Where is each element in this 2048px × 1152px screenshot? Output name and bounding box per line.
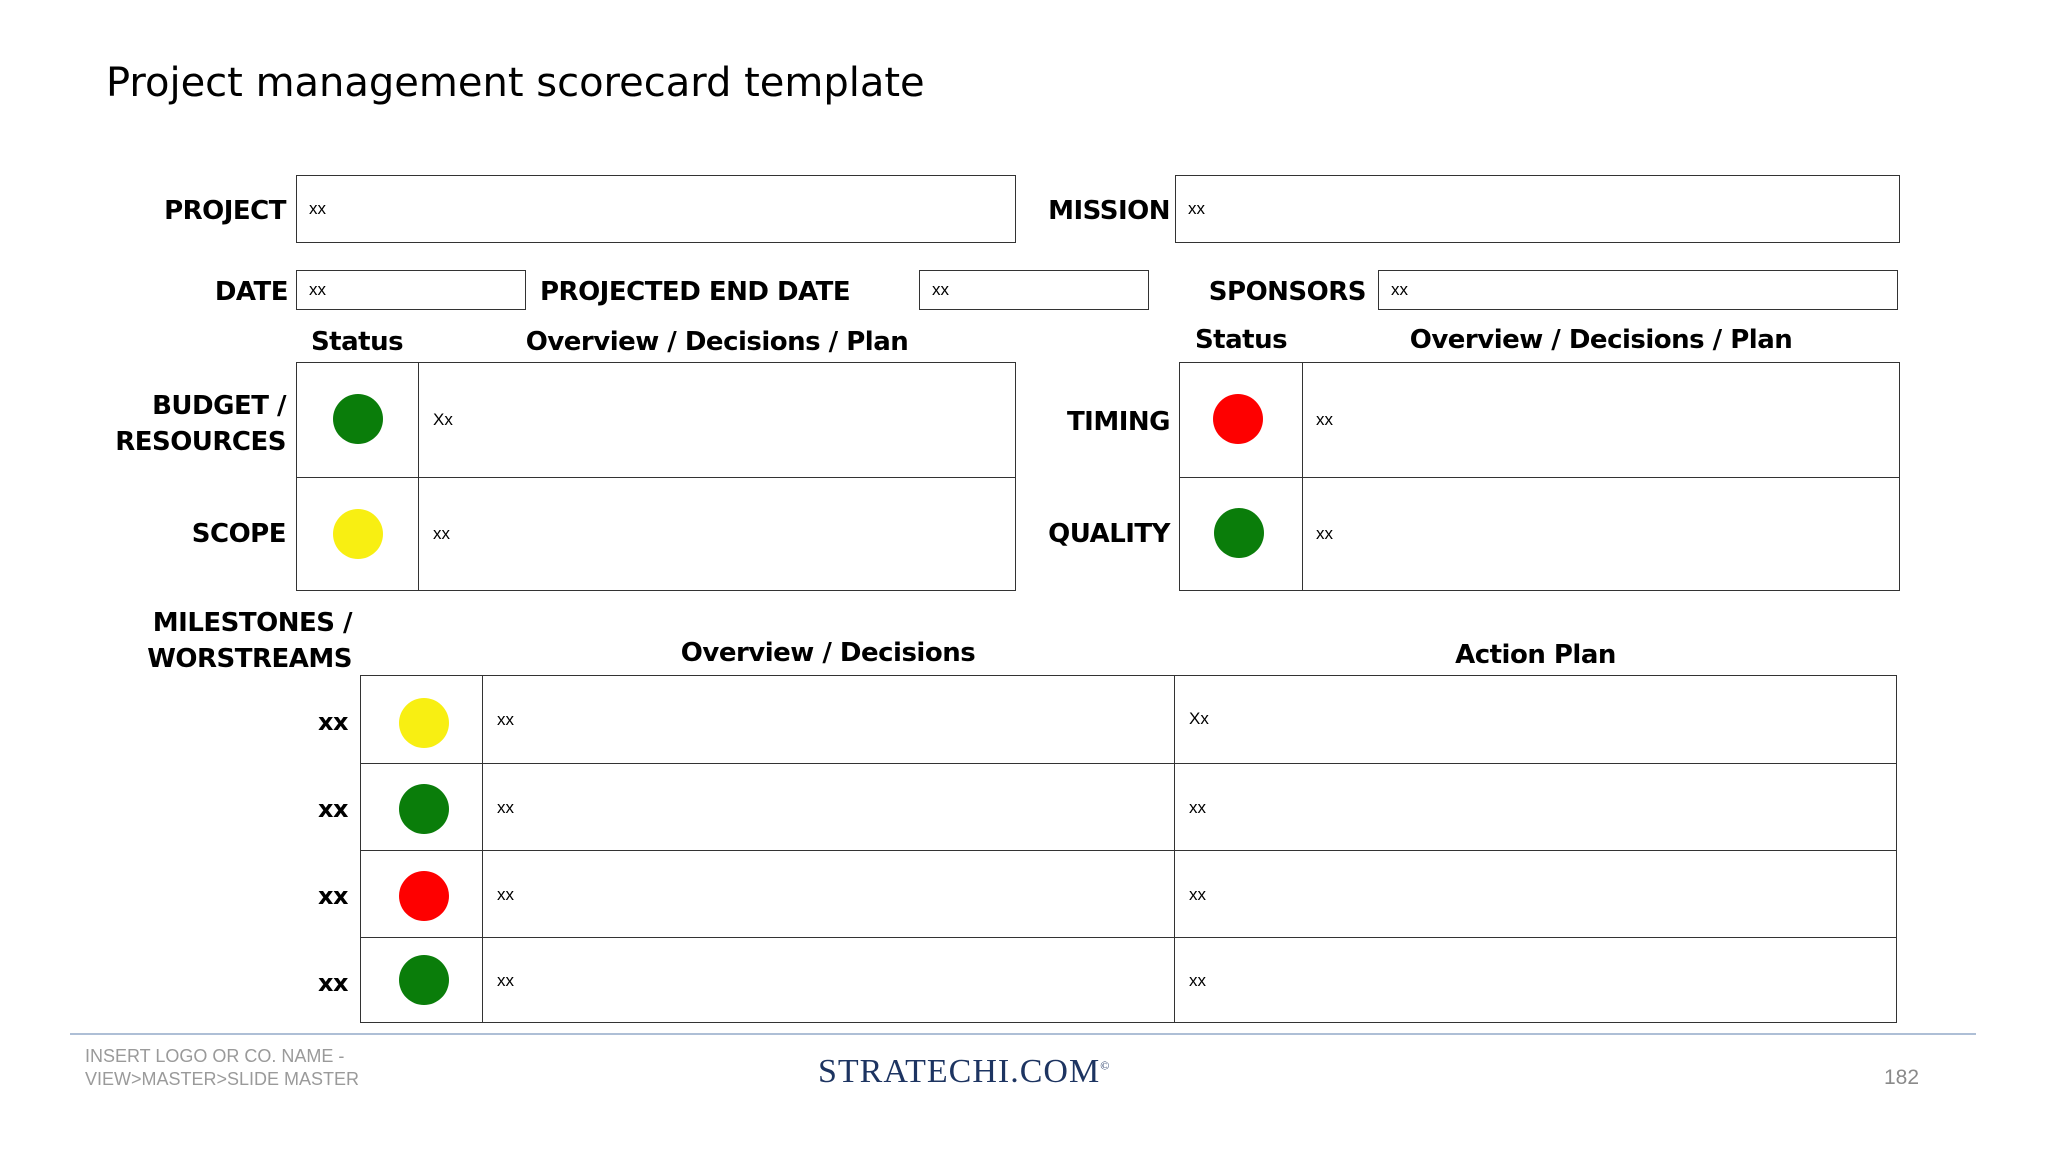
right-status-table: [1179, 362, 1900, 591]
milestone-label: xx: [318, 882, 348, 910]
left-status-header: Status: [310, 327, 404, 357]
sponsors-field[interactable]: [1378, 270, 1898, 310]
status-indicator: [333, 509, 383, 559]
overview-cell[interactable]: xx: [433, 524, 450, 543]
status-indicator: [333, 394, 383, 444]
projected-end-date-field[interactable]: [919, 270, 1149, 310]
table-row: [361, 676, 1896, 763]
brand-copyright-mark: ©: [1100, 1058, 1111, 1073]
action-plan-cell[interactable]: xx: [1189, 798, 1206, 817]
mission-value: xx: [1188, 199, 1205, 218]
milestones-overview-header: Overview / Decisions: [680, 638, 976, 668]
brand-name: STRATECHI.COM: [818, 1053, 1101, 1090]
project-field[interactable]: [296, 175, 1016, 243]
scope-label: SCOPE: [191, 519, 286, 549]
timing-label: TIMING: [1066, 407, 1170, 437]
action-plan-cell[interactable]: Xx: [1189, 709, 1209, 728]
overview-cell[interactable]: Xx: [433, 410, 453, 429]
status-indicator: [399, 698, 449, 748]
footer-logo-placeholder: INSERT LOGO OR CO. NAME - VIEW>MASTER>SLIDE MASTER: [85, 1046, 360, 1089]
milestones-label: MILESTONES / WORSTREAMS: [147, 608, 352, 674]
budget-resources-label: BUDGET / RESOURCES: [115, 391, 286, 457]
status-indicator: [399, 784, 449, 834]
projected-end-date-value: xx: [932, 280, 949, 299]
sponsors-label: SPONSORS: [1208, 277, 1366, 307]
overview-cell[interactable]: xx: [1316, 524, 1333, 543]
mission-label: MISSION: [1048, 196, 1170, 226]
overview-cell[interactable]: xx: [1316, 410, 1333, 429]
mission-field[interactable]: [1175, 175, 1900, 243]
project-value: xx: [309, 199, 326, 218]
right-overview-header: Overview / Decisions / Plan: [1409, 325, 1793, 355]
milestone-label: xx: [318, 708, 348, 736]
table-row: [361, 850, 1896, 937]
date-field[interactable]: [296, 270, 526, 310]
left-overview-header: Overview / Decisions / Plan: [525, 327, 909, 357]
status-indicator: [399, 871, 449, 921]
table-row: [1180, 363, 1899, 477]
milestones-action-header: Action Plan: [1455, 640, 1616, 670]
milestone-label: xx: [318, 795, 348, 823]
brand-logo: [818, 1053, 1110, 1091]
milestone-label: xx: [318, 969, 348, 997]
action-plan-cell[interactable]: xx: [1189, 885, 1206, 904]
table-row: [1180, 477, 1899, 591]
table-row: [297, 363, 1015, 477]
sponsors-value: xx: [1391, 280, 1408, 299]
table-row: [297, 477, 1015, 591]
table-row: [361, 763, 1896, 850]
overview-cell[interactable]: xx: [497, 885, 514, 904]
action-plan-cell[interactable]: xx: [1189, 971, 1206, 990]
milestones-table: [360, 675, 1897, 1023]
page-title: Project management scorecard template: [106, 60, 925, 106]
status-indicator: [399, 955, 449, 1005]
status-indicator: [1213, 394, 1263, 444]
overview-cell[interactable]: xx: [497, 971, 514, 990]
left-status-table: [296, 362, 1016, 591]
table-row: [361, 937, 1896, 1023]
quality-label: QUALITY: [1048, 519, 1170, 549]
right-status-header: Status: [1194, 325, 1288, 355]
date-label: DATE: [214, 277, 288, 307]
status-indicator: [1214, 508, 1264, 558]
project-label: PROJECT: [164, 196, 286, 226]
page-number: 182: [1884, 1066, 1920, 1089]
overview-cell[interactable]: xx: [497, 798, 514, 817]
overview-cell[interactable]: xx: [497, 710, 514, 729]
projected-end-date-label: PROJECTED END DATE: [540, 277, 851, 307]
footer-divider: [70, 1033, 1976, 1035]
date-value: xx: [309, 280, 326, 299]
